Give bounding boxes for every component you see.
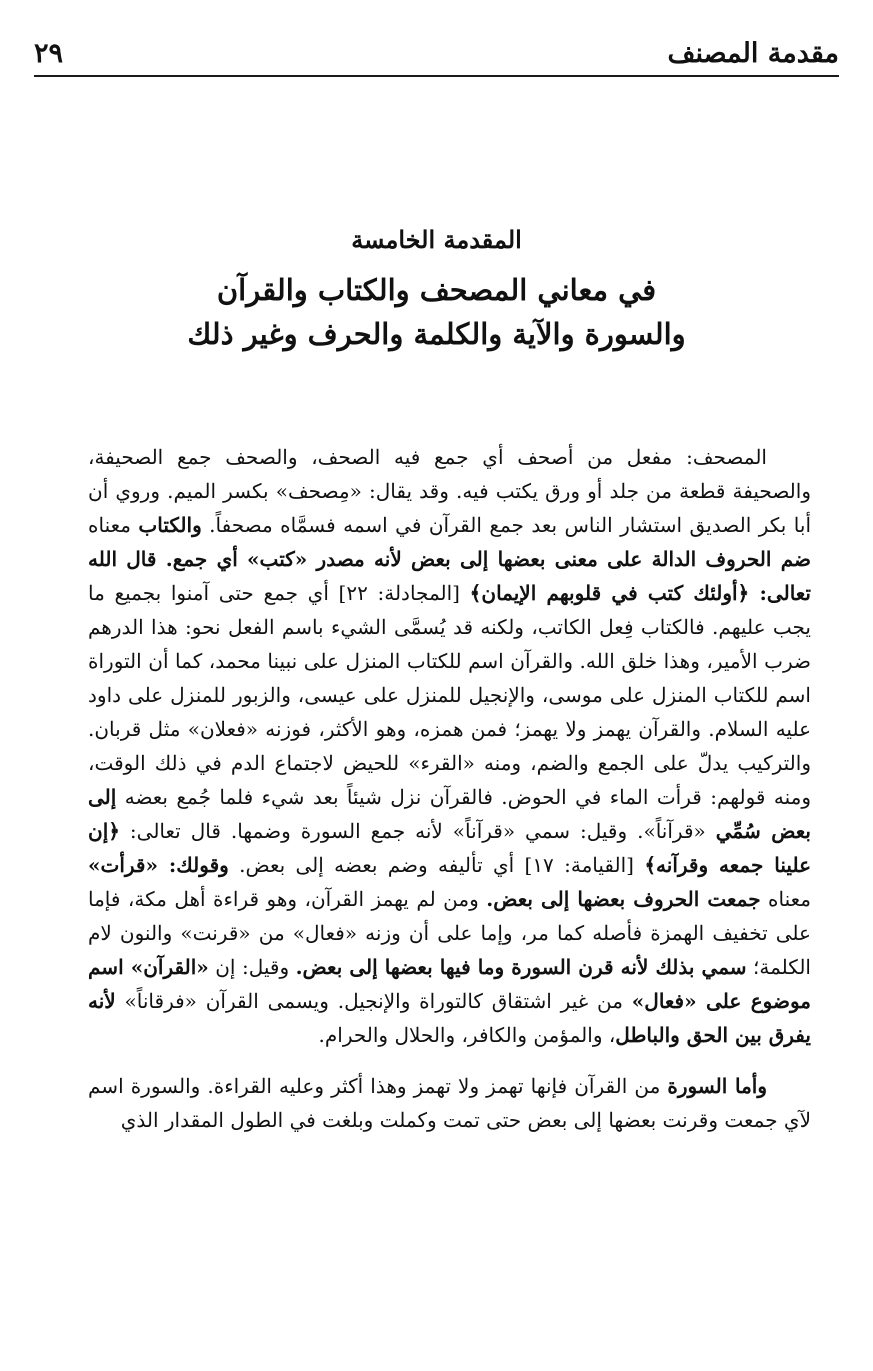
text-run: من القرآن فإنها تهمز ولا تهمز وهذا أكثر وعليه القراءة. والسورة اسم لآي جمعت وقرنت بعضها إلى بعض حتى تمت وكملت وبلغت في الطول المقدار الذي <box>88 1074 811 1132</box>
bold-text-run: ضم الحروف الدالة على معنى بعضها إلى بعض لأنه مصدر «كتب» أي جمع. قال الله تعالى: ﴿أولئك كتب في قلوبهم الإيمان﴾ <box>88 547 811 605</box>
text-run: وقيل: إن <box>208 955 296 979</box>
bold-text-run: إلى بعض سُمِّي <box>88 785 811 843</box>
text-run: «قرآناً». وقيل: سمي «قرآناً» لأنه جمع السورة وضمها. قال تعالى: <box>119 819 716 843</box>
running-header <box>34 32 839 80</box>
bold-text-run: والكتاب <box>138 513 202 537</box>
chapter-title-line-2: والسورة والآية والكلمة والحرف وغير ذلك <box>187 317 686 351</box>
chapter-label: المقدمة الخامسة <box>351 225 522 254</box>
bold-text-run: سمي بذلك لأنه قرن السورة وما فيها بعضها إلى بعض. <box>295 955 747 979</box>
bold-text-run: «القرآن» اسم موضوع على «فعال» <box>88 955 811 1013</box>
bold-text-run: لأنه يفرق بين الحق والباطل <box>88 989 811 1047</box>
text-run: المصحف: مفعل من أصحف أي جمع فيه الصحف، والصحف جمع الصحيفة، والصحيفة قطعة من جلد أو ورق يكتب فيه. وقد يقال: «مِصحف» بكسر الميم. وروي أن أبا بكر الصديق استشار الناس بعد جمع القرآن في اسمه فسمَّاه مصحفاً. <box>88 445 812 537</box>
text-run: [المجادلة: ٢٢] أي جمع حتى آمنوا بجميع ما يجب عليهم. فالكتاب فِعل الكاتب، ولكنه قد يُسمَّى الشيء باسم الفعل نحو: هذا الدرهم ضرب الأمير، وهذا خلق الله. والقرآن اسم للكتاب المنزل على نبينا محمد، كما أن التوراة اسم للكتاب المنزل على موسى، والإنجيل للمنزل على عيسى، والزبور للمنزل على داود عليه السلام. والقرآن يهمز ولا يهمز؛ فمن همزه، وهو الأكثر، فوزنه «فعلان» مثل قربان. والتركيب يدلّ على الجمع والضم، ومنه «القرء» للحيض لاجتماع الدم في ذلك الوقت، ومنه قولهم: قرأت الماء في الحوض. فالقرآن نزل شيئاً بعد شيء فلما جُمع بعضه <box>88 581 811 809</box>
bold-text-run: وأما السورة <box>667 1074 767 1098</box>
bold-text-run: وقولك: «قرأت» <box>88 853 229 877</box>
body-paragraph <box>88 1069 811 1137</box>
body-paragraph <box>88 440 811 1052</box>
text-run: ، والمؤمن والكافر، والحلال والحرام. <box>318 1023 616 1047</box>
text-run: من غير اشتقاق كالتوراة والإنجيل. ويسمى القرآن «فرقاناً» <box>115 989 632 1013</box>
body-text <box>88 440 811 1137</box>
chapter-title-line-1: في معاني المصحف والكتاب والقرآن <box>216 273 657 307</box>
running-header-title: مقدمة المصنف <box>667 38 839 69</box>
chapter-heading <box>70 220 803 356</box>
text-run: معناه <box>760 887 811 911</box>
page-number: ٢٩ <box>34 38 64 69</box>
bold-text-run: ﴿إن علينا جمعه وقرآنه﴾ <box>88 819 811 877</box>
header-rule <box>34 75 839 77</box>
text-run: معناه <box>88 513 139 537</box>
text-run: [القيامة: ١٧] أي تأليفه وضم بعضه إلى بعض. <box>228 853 645 877</box>
text-run: ومن لم يهمز القرآن، وهو قراءة أهل مكة، فإما على تخفيف الهمزة فأصله كما مر، وإما على أن وزنه «فعال» من «قرنت» والنون لام الكلمة؛ <box>88 887 811 979</box>
bold-text-run: جمعت الحروف بعضها إلى بعض. <box>486 887 761 911</box>
